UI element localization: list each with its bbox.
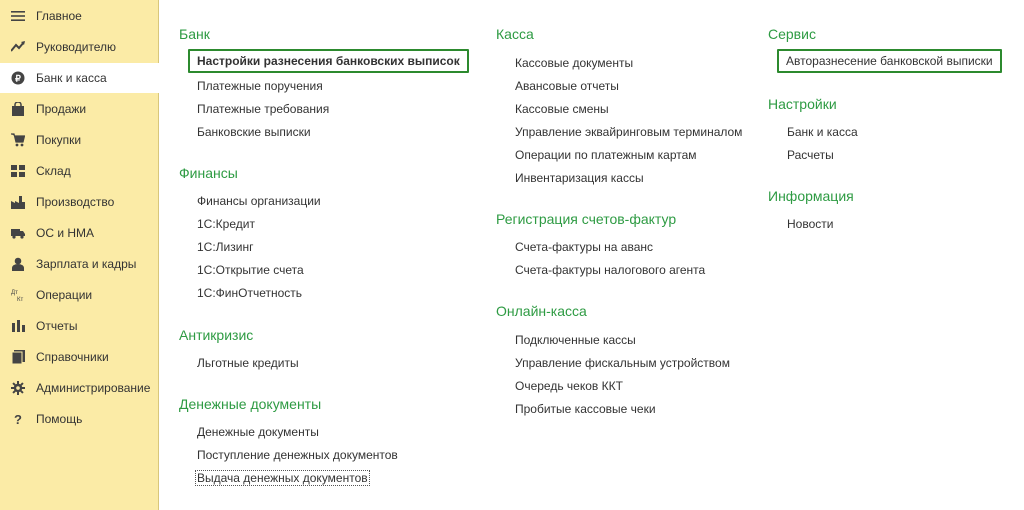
sidebar-item-sales[interactable] — [0, 94, 159, 124]
truck-icon — [11, 226, 25, 240]
sidebar-item-help[interactable] — [0, 404, 159, 434]
link-payment-orders[interactable]: Платежные поручения — [197, 79, 323, 93]
sidebar-item-purchases[interactable] — [0, 125, 159, 155]
link-advance-invoices[interactable]: Счета-фактуры на аванс — [515, 240, 653, 254]
link-1c-fin-reporting[interactable]: 1С:ФинОтчетность — [197, 286, 303, 300]
link-settings-settlements[interactable]: Расчеты — [787, 148, 834, 162]
factory-icon — [11, 195, 25, 209]
section-title-finance: Финансы — [179, 165, 238, 181]
link-printed-receipts[interactable]: Пробитые кассовые чеки — [515, 402, 656, 416]
link-settings-bank-cash[interactable]: Банк и касса — [787, 125, 858, 139]
sidebar-item-salary[interactable] — [0, 249, 159, 279]
link-card-operations[interactable]: Операции по платежным картам — [515, 148, 697, 162]
section-title-kassa: Касса — [496, 26, 534, 42]
sidebar-item-label: Справочники — [36, 350, 109, 364]
sidebar-item-label: Администрирование — [36, 381, 151, 395]
question-icon: ? — [14, 411, 22, 427]
sidebar-item-main[interactable] — [0, 1, 159, 31]
link-money-documents[interactable]: Денежные документы — [197, 425, 319, 439]
link-tax-agent-invoices[interactable]: Счета-фактуры налогового агента — [515, 263, 706, 277]
sidebar-item-operations[interactable] — [0, 280, 159, 310]
sidebar-item-label: Отчеты — [36, 319, 78, 333]
cart-icon — [11, 133, 25, 147]
sidebar-item-label: Зарплата и кадры — [36, 257, 137, 271]
sidebar-item-label: Операции — [36, 288, 93, 302]
link-acquiring-terminal[interactable]: Управление эквайринговым терминалом — [515, 125, 743, 139]
link-news[interactable]: Новости — [787, 217, 834, 231]
link-cash-inventory[interactable]: Инвентаризация кассы — [515, 171, 644, 185]
link-advance-reports[interactable]: Авансовые отчеты — [515, 79, 619, 93]
section-title-invoices: Регистрация счетов-фактур — [496, 211, 677, 227]
sidebar-item-label: Продажи — [36, 102, 87, 116]
link-1c-leasing[interactable]: 1С:Лизинг — [197, 240, 254, 254]
section-title-info: Информация — [768, 188, 854, 204]
sidebar-item-warehouse[interactable] — [0, 156, 159, 186]
sidebar-item-label: Производство — [36, 195, 115, 209]
bar-chart-icon — [11, 319, 25, 333]
svg-text:₽: ₽ — [15, 73, 21, 84]
link-bank-statement-settings[interactable]: Настройки разнесения банковских выписок — [188, 49, 469, 73]
sidebar-item-label: Покупки — [36, 133, 82, 147]
sidebar-item-label: Руководителю — [36, 40, 117, 54]
sidebar-item-label: Банк и касса — [36, 71, 107, 85]
link-cash-shifts[interactable]: Кассовые смены — [515, 102, 609, 116]
link-preferential-loans[interactable]: Льготные кредиты — [197, 356, 299, 370]
main-content — [160, 0, 1024, 510]
link-1c-open-account[interactable]: 1С:Открытие счета — [197, 263, 304, 277]
link-finance-organization[interactable]: Финансы организации — [197, 194, 321, 208]
svg-text:Дт: Дт — [11, 290, 18, 296]
sidebar-item-production[interactable] — [0, 187, 159, 217]
coin-icon — [11, 71, 25, 85]
sidebar-item-fixed-assets[interactable] — [0, 218, 159, 248]
gear-icon — [11, 381, 25, 395]
trend-icon — [11, 40, 25, 54]
link-payment-requests[interactable]: Платежные требования — [197, 102, 330, 116]
sidebar-item-manager[interactable] — [0, 32, 159, 62]
link-auto-bank-statement[interactable]: Авторазнесение банковской выписки — [777, 49, 1002, 73]
menu-icon — [11, 9, 25, 23]
warehouse-icon — [11, 164, 25, 178]
section-title-settings: Настройки — [768, 96, 837, 112]
link-kkt-queue[interactable]: Очередь чеков ККТ — [515, 379, 623, 393]
link-money-documents-receipt[interactable]: Поступление денежных документов — [197, 448, 398, 462]
sidebar-item-reports[interactable] — [0, 311, 159, 341]
section-title-bank: Банк — [179, 26, 210, 42]
book-icon — [11, 350, 25, 364]
sidebar-item-catalogs[interactable] — [0, 342, 159, 372]
link-1c-credit[interactable]: 1С:Кредит — [197, 217, 255, 231]
section-title-online-kassa: Онлайн-касса — [496, 303, 587, 319]
sidebar-item-label: Склад — [36, 164, 71, 178]
person-icon — [11, 257, 25, 271]
link-connected-kassas[interactable]: Подключенные кассы — [515, 333, 636, 347]
section-title-anticrisis: Антикризис — [179, 327, 254, 343]
link-cash-documents[interactable]: Кассовые документы — [515, 56, 634, 70]
section-title-money-docs: Денежные документы — [179, 396, 322, 412]
bag-icon — [11, 102, 25, 116]
link-bank-statements[interactable]: Банковские выписки — [197, 125, 311, 139]
dt-kt-icon — [11, 288, 25, 302]
sidebar-item-label: Главное — [36, 9, 82, 23]
sidebar-item-bank-cash[interactable] — [0, 63, 159, 93]
section-title-service: Сервис — [768, 26, 816, 42]
svg-text:Кт: Кт — [17, 297, 24, 302]
link-fiscal-device[interactable]: Управление фискальным устройством — [515, 356, 730, 370]
link-money-documents-issue[interactable]: Выдача денежных документов — [197, 471, 368, 485]
sidebar-item-administration[interactable] — [0, 373, 159, 403]
sidebar-item-label: ОС и НМА — [36, 226, 95, 240]
sidebar-item-label: Помощь — [36, 412, 83, 426]
sidebar — [0, 0, 159, 510]
